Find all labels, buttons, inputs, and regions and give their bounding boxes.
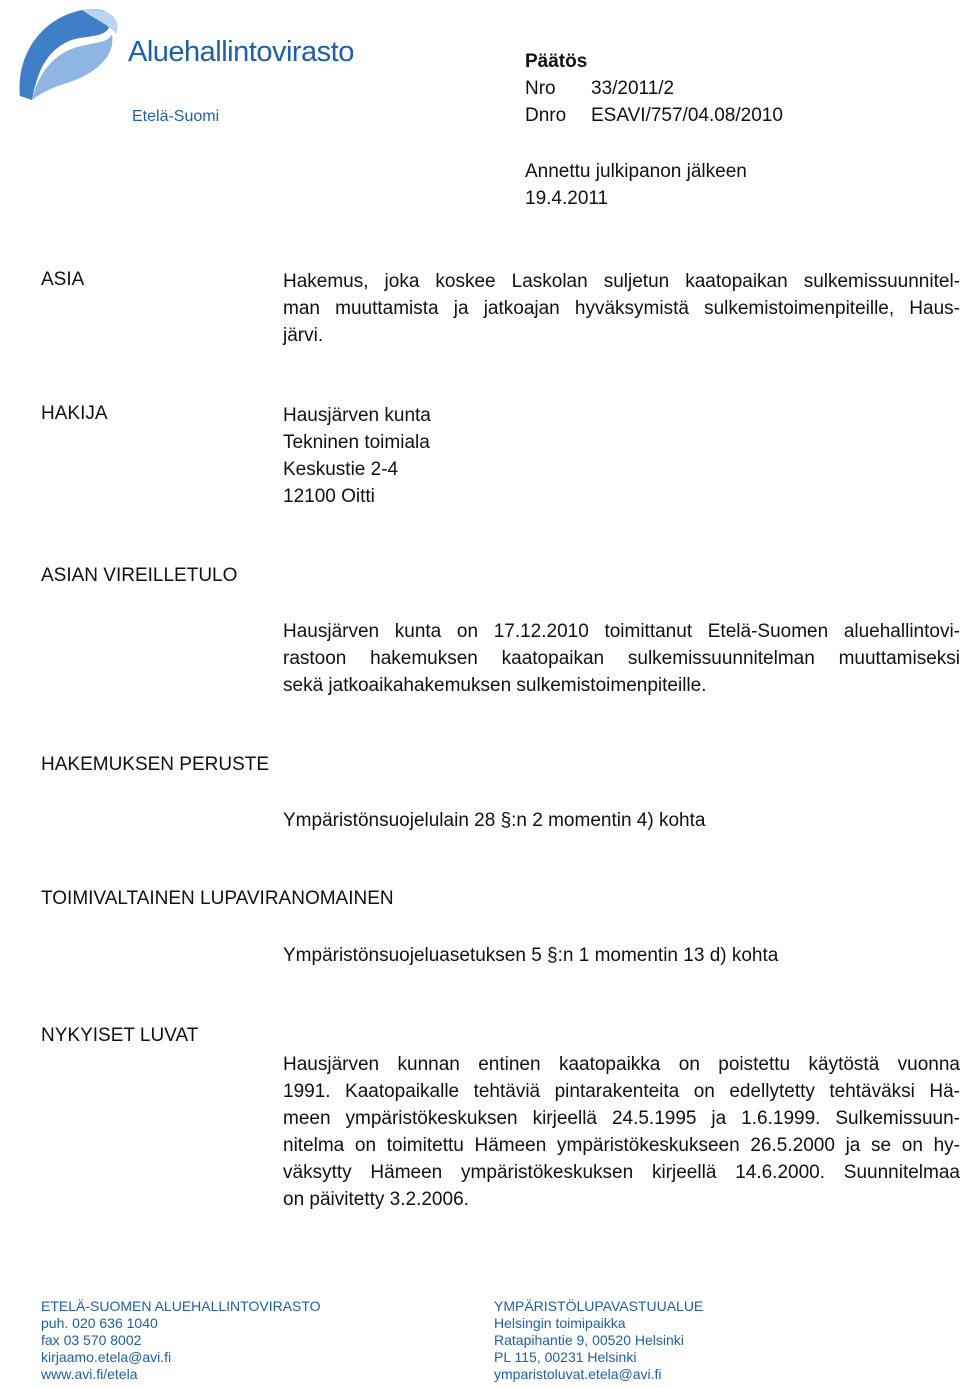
footer-street-address: Ratapihantie 9, 00520 Helsinki: [494, 1332, 684, 1348]
luvat-text: [283, 1051, 960, 1213]
nro-value: 33/2011/2: [591, 78, 675, 99]
vireilletulo-line: sekä jatkoaikahakemuksen sulkemistoimenpiteille.: [283, 675, 707, 696]
footer-org-name: ETELÄ-SUOMEN ALUEHALLINTOVIRASTO: [41, 1298, 321, 1314]
luvat-line: meen ympäristökeskuksen kirjeellä 24.5.1995 ja 1.6.1999. Sulkemissuun-: [283, 1108, 960, 1129]
logo-wordmark: Aluehallintovirasto: [128, 36, 354, 68]
asia-line: järvi.: [283, 325, 324, 346]
footer-left: [41, 1298, 321, 1383]
section-heading-hakija: HAKIJA: [41, 403, 108, 424]
toimivaltainen-text: Ympäristönsuojeluasetuksen 5 §:n 1 momentin 13 d) kohta: [283, 945, 779, 966]
footer-office: Helsingin toimipaikka: [494, 1315, 626, 1331]
hakija-address: [283, 402, 960, 510]
footer-fax: fax 03 570 8002: [41, 1332, 142, 1348]
vireilletulo-line: rastoon hakemuksen kaatopaikan sulkemissuunnitelman muuttamiseksi: [283, 648, 960, 669]
given-date: 19.4.2011: [525, 188, 609, 209]
dnro-label: Dnro: [525, 105, 567, 126]
nro-label: Nro: [525, 78, 556, 99]
hakija-line: 12100 Oitti: [283, 486, 375, 507]
luvat-line: 1991. Kaatopaikalle tehtäviä pintarakenteita on edellytetty tehtäväksi Hä-: [283, 1081, 960, 1102]
luvat-line: väksytty Hämeen ympäristökeskuksen kirjeellä 14.6.2000. Suunnitelmaa: [283, 1162, 960, 1183]
section-heading-asia: ASIA: [41, 269, 85, 290]
footer-unit-email-link[interactable]: ymparistoluvat.etela@avi.fi: [494, 1366, 662, 1382]
footer-phone: puh. 020 636 1040: [41, 1315, 158, 1331]
asia-line: Hakemus, joka koskee Laskolan suljetun kaatopaikan sulkemissuunnitel-: [283, 271, 960, 292]
dnro-value: ESAVI/757/04.08/2010: [591, 105, 783, 126]
section-heading-peruste: HAKEMUKSEN PERUSTE: [41, 754, 270, 775]
luvat-line: nitelma on toimitettu Hämeen ympäristökeskukseen 26.5.2000 ja se on hy-: [283, 1135, 960, 1156]
asia-text: [283, 268, 960, 349]
hakija-line: Hausjärven kunta: [283, 405, 431, 426]
luvat-line: on päivitetty 3.2.2006.: [283, 1189, 469, 1210]
asia-line: man muuttamista ja jatkoajan hyväksymistä sulkemistoimenpiteille, Haus-: [283, 298, 960, 319]
hakija-line: Keskustie 2-4: [283, 459, 399, 480]
region-label: Etelä-Suomi: [132, 108, 220, 125]
peruste-text: Ympäristönsuojelulain 28 §:n 2 momentin 4) kohta: [283, 810, 706, 831]
document-type: Päätös: [525, 51, 588, 72]
section-heading-luvat: NYKYISET LUVAT: [41, 1025, 199, 1046]
hakija-line: Tekninen toimiala: [283, 432, 430, 453]
luvat-line: Hausjärven kunnan entinen kaatopaikka on poistettu käytöstä vuonna: [283, 1054, 960, 1075]
footer-email-link[interactable]: kirjaamo.etela@avi.fi: [41, 1349, 172, 1365]
footer-po-box: PL 115, 00231 Helsinki: [494, 1349, 637, 1365]
footer-website-link[interactable]: www.avi.fi/etela: [41, 1366, 138, 1382]
section-heading-vireilletulo: ASIAN VIREILLETULO: [41, 565, 238, 586]
section-heading-toimivaltainen: TOIMIVALTAINEN LUPAVIRANOMAINEN: [41, 888, 394, 909]
given-line-1: Annettu julkipanon jälkeen: [525, 161, 747, 182]
footer-right: [494, 1298, 703, 1383]
vireilletulo-line: Hausjärven kunta on 17.12.2010 toimittanut Etelä-Suomen aluehallintovi-: [283, 621, 960, 642]
footer-unit-name: YMPÄRISTÖLUPAVASTUUALUE: [494, 1298, 704, 1314]
vireilletulo-text: [283, 618, 960, 699]
